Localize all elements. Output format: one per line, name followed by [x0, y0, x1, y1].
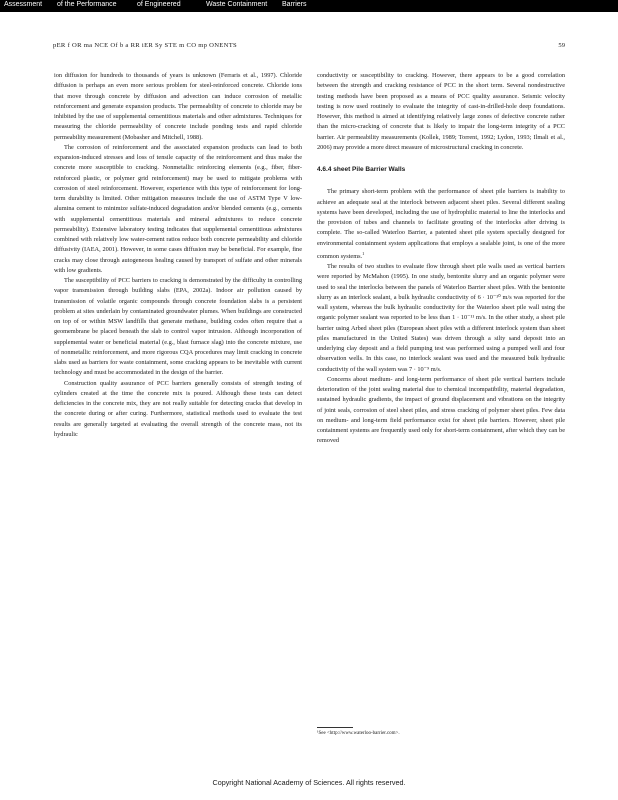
paragraph-text: The primary short-term problem with the performance of sheet pile barriers is inability to achieve an adequate seal at the interlock between adjacent sheet piles. Several different sealing systems have been developed, including the use of hydrophilic material to line the interlocks and the provision of tubes and channels to facilitate grouting of the interlocks after driving is complete. The so-called Waterloo Barrier, a patented sheet pile system specially designed for environmental containment system applications that employs a sealable joint, is one of the more common systems.	[317, 188, 565, 260]
footnote-rule	[317, 727, 353, 728]
section-heading: 4.6.4 sheet Pile Barrier Walls	[317, 166, 406, 173]
left-column	[54, 71, 302, 440]
paragraph: conductivity or susceptibility to cracking. However, there appears to be a good correlation between the strength and cracking resistance of PCC in the short term. Several nondestructive testing methods have been proposed as a means of PCC quality assurance. Seismic velocity testing is now used routinely to evaluate the integrity of cast-in-drilled-hole deep foundations. However, this method is aimed at identifying relatively large zones of defective concrete rather than the micro-cracking of concrete that is likely to impair the long-term integrity of a PCC barrier. Air permeability measurements (Kollek, 1989; Torrent, 1992; Lydon, 1993; Ilmali et al., 2006) may provide a more direct measure of microstructural cracking in concrete.	[317, 72, 565, 151]
paragraph: The results of two studies to evaluate flow through sheet pile walls used as vertical barriers were reported by McMahon (1995). In one study, bentonite slurry and an organic polymer were used to seal the interlocks between the panels of Waterloo Barrier sheet piles. With the bentonite slurry as an interlock sealant, a bulk hydraulic conductivity of 6 · 10⁻¹⁰ m/s was reported for the wall system, whereas the bulk hydraulic conductivity for the Waterloo sheet pile wall using the organic polymer sealant was reported to be less than 1 · 10⁻¹¹ m/s. In the other study, a sheet pile barrier using Arbed sheet piles (European sheet piles with a different interlock system than sheet piles manufactured in the United States) was driven through a silty sand deposit into an underlying clay deposit and a field pumping test was performed using a pumped well and four observation wells. In this case, no interlock sealant was used and the measured bulk hydraulic conductivity of the wall system was 7 · 10⁻⁹ m/s.	[317, 263, 565, 373]
copyright-footer: Copyright National Academy of Sciences. All rights reserved.	[212, 778, 406, 787]
right-column	[317, 71, 565, 447]
header-bar	[0, 0, 618, 12]
header-segment-4: Waste Containment	[206, 1, 268, 8]
running-head-title: pER f OR ma NCE Of b a RR iER Sy STE m CO mp ONENTS	[53, 42, 237, 49]
header-segment-1: Assessment	[4, 1, 43, 8]
header-segment-2: of the Performance	[57, 1, 117, 8]
footnote-marker: 1	[362, 250, 365, 256]
paragraph: Construction quality assurance of PCC barriers generally consists of strength testing of cylinders created at the time the concrete mix is poured. Although these tests can detect deficiencies in the concrete mix, they are not really suitable for detecting cracks that develop in the concrete during or after curing. Furthermore, statistical methods used to evaluate the test results are generally targeted at evaluating the overall strength of the concrete mass, not its hydraulic	[54, 379, 302, 438]
page-number: 59	[558, 42, 565, 49]
paragraph: Concerns about medium- and long-term performance of sheet pile vertical barriers include deterioration of the joint sealing material due to chemical incompatibility, material degradation, sustained hydraulic gradients, the impact of ground displacement and vibrations on the integrity of joint seals, corrosion of steel sheet piles, and stress cracking of polymer sheet piles. Few data on medium- and long-term field performance exist for sheet pile barriers. However, sheet pile containment systems are frequently used only for short-term containment, after which they can be removed	[317, 375, 565, 445]
header-segment-3: of Engineered	[137, 1, 181, 8]
paragraph: The susceptibility of PCC barriers to cracking is demonstrated by the difficulty in controlling vapor transmission through building slabs (EPA, 2002a). Indoor air pollution caused by transmission of volatile organic compounds through concrete foundation slabs is a persistent problem at sites underlain by contaminated groundwater plumes. When buildings are constructed on top of or within MSW landfills that generate methane, building codes often require that a geomembrane be placed beneath the slab to control vapor intrusion. Although incorporation of supplemental water or beneficial material (e.g., blast furnace slag) into the concrete mixture, use of nonmetallic reinforcement, and more rigorous CQA procedures may limit cracking in concrete slabs used as barriers for waste containment, some cracking appears to be inevitable with current technology and must be accommodated in the design of the barrier.	[54, 277, 302, 377]
paragraph: The corrosion of reinforcement and the associated expansion products can lead to both expansion-induced stresses and loss of tensile capacity of the reinforcement and thus make the concrete more susceptible to cracking. Nonmetallic reinforcing elements (e.g., fiber, fiber-reinforced plastic, or polymer grid reinforcement) may be used to mitigate problems with corrosion of steel reinforcement. However, experience with this type of reinforcement for long-term durability is limited. Other mitigation measures include the use of ASTM Type V low-alumina cement to minimize sulfate-induced degradation and/or blended cements (e.g., cements with supplemental cementitious materials and mineral admixtures to reduce concrete permeability). Extensive laboratory testing indicates that supplemental cementitious admixtures combined with relatively low water-cement ratios reduce both concrete permeability and chloride diffusivity (IAEA, 2001). However, in some cases diffusion may be beneficial. For example, fine cracks may close through autogeneous healing caused by transport of sulfate and other minerals with low gradients.	[54, 143, 302, 274]
footnote: ¹See <http://www.waterloo-barrier.com>.	[317, 731, 400, 736]
header-segment-5: Barriers	[282, 1, 307, 8]
paragraph	[317, 187, 565, 262]
paragraph: ion diffusion for hundreds to thousands of years is unknown (Ferraris et al., 1997). Chloride diffusion is perhaps an even more serious problem for steel-reinforced concrete. Chloride ions that move through concrete by diffusion and advection can induce corrosion of metallic reinforcement and generate expansion products. The permeability of concrete to chloride may be inhibited by the use of supplemental cementitious materials and other admixtures. Techniques for measuring the chloride permeability of concrete include ponding tests and rapid chloride permeability measurement (Mobasher and Mitchell, 1988).	[54, 72, 302, 141]
